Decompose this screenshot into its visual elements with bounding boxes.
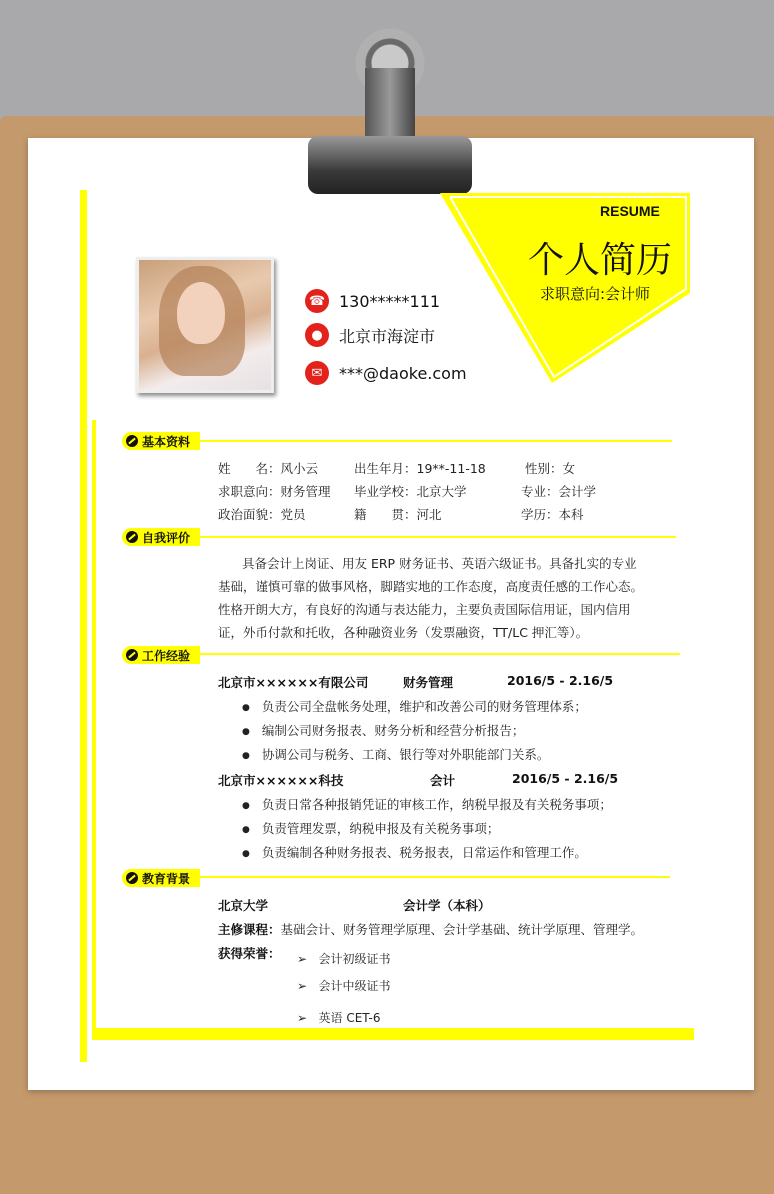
work-item: ● 负责日常各种报销凭证的审核工作，纳税早报及有关税务事项；	[242, 795, 612, 813]
work-item: ● 负责编制各种财务报表、税务报表，日常运作和管理工作。	[242, 843, 587, 861]
resume-en-label: RESUME	[600, 203, 660, 219]
address-text: 北京市海淀市	[339, 326, 436, 346]
courses-text: 基础会计、财务管理学原理、会计学基础、统计学原理、管理学。	[280, 922, 644, 937]
self-eval-line: 具备会计上岗证、用友 ERP 财务证书、英语六级证书。具备扎实的专业	[242, 556, 637, 571]
work-item: ● 编制公司财务报表、财务分析和经营分析报告；	[242, 721, 524, 739]
self-eval-line: 性格开朗大方，有良好的沟通与表达能力，主要负责国际信用证，国内信用	[218, 602, 631, 617]
phone-icon: ☎	[305, 289, 329, 313]
basic-native: 籍 贯：河北	[354, 507, 442, 522]
left-border	[80, 190, 87, 1062]
honor-item: ➢ 会计初级证书	[297, 952, 391, 966]
mail-icon: ✉	[305, 361, 329, 385]
section-divider	[200, 536, 676, 538]
work-role: 财务管理	[403, 675, 454, 690]
location-pin-icon: ●	[305, 323, 329, 347]
section-edu-header: 教育背景	[122, 869, 200, 887]
section-self-header: 自我评价	[122, 528, 200, 546]
work-company: 北京市××××××科技	[218, 773, 344, 788]
edu-school: 北京大学	[218, 898, 269, 913]
basic-birth: 出生年月：19**-11-18	[354, 461, 486, 476]
basic-politics: 政治面貌：党员	[218, 507, 306, 522]
self-eval-line: 基础，谨慎可靠的做事风格，脚踏实地的工作态度，高度责任感的工作心态。	[218, 579, 644, 594]
edu-courses	[218, 920, 643, 938]
email-text: ***@daoke.com	[339, 363, 467, 383]
basic-gender: 性别：女	[525, 461, 576, 476]
work-item: ● 负责管理发票，纳税申报及有关税务事项；	[242, 819, 499, 837]
phone-text: 130*****111	[339, 291, 441, 311]
honors-label: 获得荣誉：	[218, 946, 281, 961]
work-item: ● 负责公司全盘帐务处理，维护和改善公司的财务管理体系；	[242, 697, 587, 715]
section-icon	[126, 872, 138, 884]
basic-intent: 求职意向：财务管理	[218, 484, 331, 499]
section-divider	[200, 440, 672, 442]
basic-degree: 学历：本科	[521, 507, 584, 522]
contact-email	[305, 361, 467, 385]
inner-border	[92, 420, 96, 1030]
section-icon	[126, 649, 138, 661]
section-work-header: 工作经验	[122, 646, 200, 664]
work-period: 2016/5 - 2.16/5	[512, 771, 619, 786]
basic-name: 姓 名：风小云	[218, 461, 319, 476]
work-role: 会计	[430, 773, 456, 788]
basic-school: 毕业学校：北京大学	[354, 484, 467, 499]
honor-item: ➢ 会计中级证书	[297, 979, 391, 993]
section-icon	[126, 435, 138, 447]
binder-clip	[300, 28, 480, 178]
work-item: ● 协调公司与税务、工商、银行等对外职能部门关系。	[242, 745, 549, 763]
resume-title: 个人简历	[528, 240, 673, 281]
job-intent: 求职意向:会计师	[540, 285, 651, 303]
section-divider	[200, 876, 670, 878]
contact-phone	[305, 289, 440, 313]
contact-address	[305, 323, 435, 347]
courses-label: 主修课程：	[218, 922, 281, 937]
work-period: 2016/5 - 2.16/5	[507, 673, 614, 688]
profile-photo	[136, 257, 274, 393]
section-divider	[200, 653, 680, 655]
self-eval-line: 证，外币付款和托收，各种融资业务（发票融资，TT/LC 押汇等）。	[218, 625, 589, 640]
bottom-border	[92, 1028, 694, 1040]
edu-major: 会计学（本科）	[403, 898, 491, 913]
section-icon	[126, 531, 138, 543]
work-company: 北京市××××××有限公司	[218, 675, 369, 690]
honor-item: ➢ 英语 CET-6	[297, 1011, 381, 1025]
basic-major: 专业：会计学	[521, 484, 597, 499]
section-basic-header: 基本资料	[122, 432, 200, 450]
